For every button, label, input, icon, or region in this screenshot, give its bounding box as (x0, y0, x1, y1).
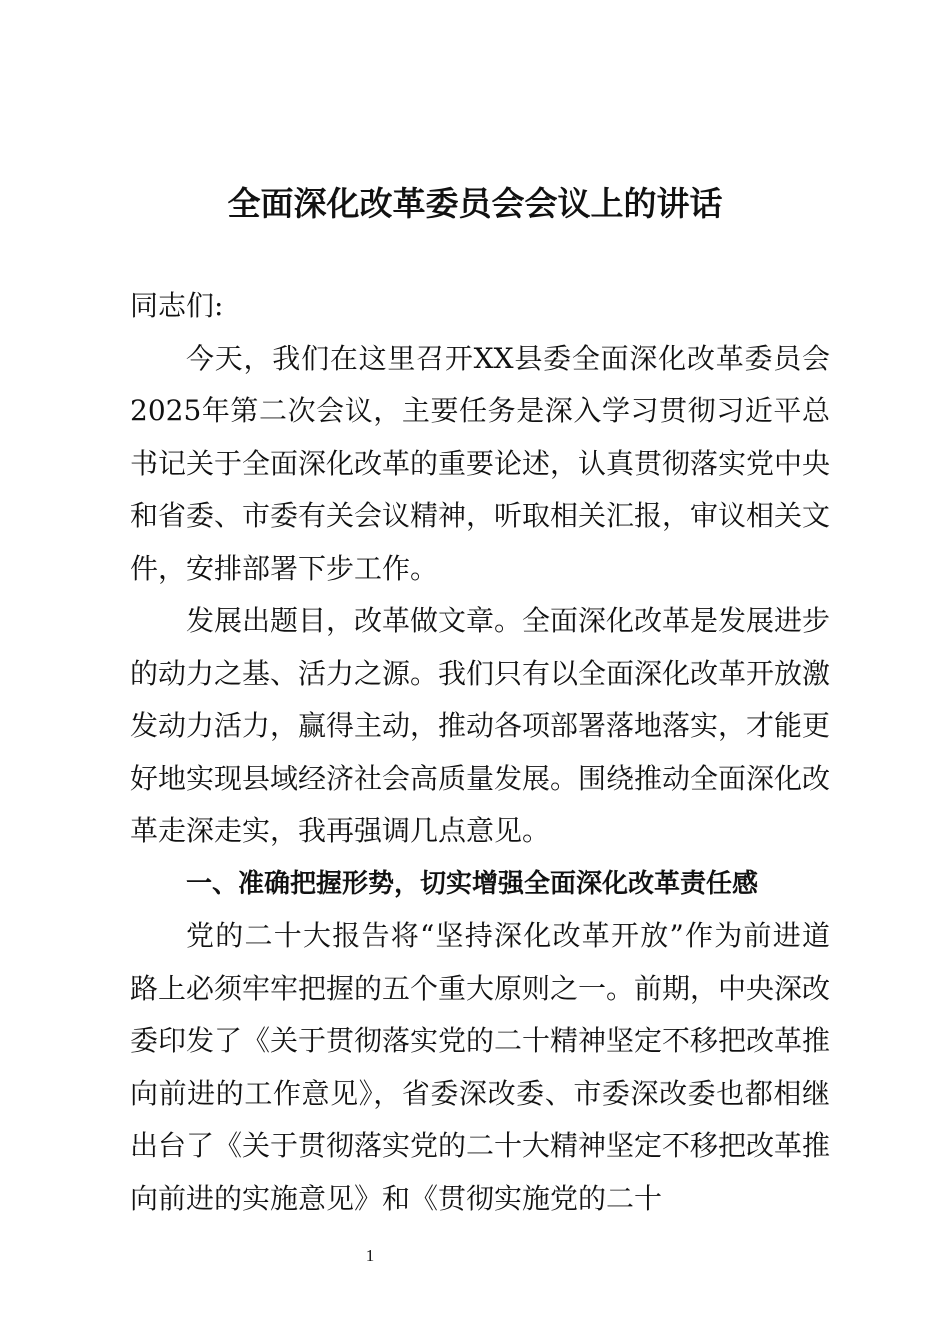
document-body (130, 280, 830, 1225)
section-heading: 一、准确把握形势，切实增强全面深化改革责任感 (186, 868, 759, 899)
body-paragraph: 今天，我们在这里召开XX县委全面深化改革委员会2025年第二次会议，主要任务是深入学习贯彻习近平总书记关于全面深化改革的重要论述，认真贯彻落实党中央和省委、市委有关会议精神，听取相关汇报，审议相关文件，安排部署下步工作。 (130, 341, 831, 585)
page-number: 1 (365, 1246, 375, 1265)
document-title: 全面深化改革委员会会议上的讲话 (227, 184, 723, 223)
body-paragraph: 发展出题目，改革做文章。全面深化改革是发展进步的动力之基、活力之源。我们只有以全面深化改革开放激发动力活力，赢得主动，推动各项部署落地落实，才能更好地实现县域经济社会高质量发展。围绕推动全面深化改革走深走实，我再强调几点意见。 (130, 604, 831, 847)
body-paragraph: 党的二十大报告将“坚持深化改革开放”作为前进道路上必须牢牢把握的五个重大原则之一。前期，中央深改委印发了《关于贯彻落实党的二十精神坚定不移把改革推向前进的工作意见》，省委深改委、市委深改委也都相继出台了《关于贯彻落实党的二十大精神坚定不移把改革推向前进的实施意见》和《贯彻实施党的二十 (130, 919, 831, 1215)
salutation: 同志们: (130, 289, 224, 322)
